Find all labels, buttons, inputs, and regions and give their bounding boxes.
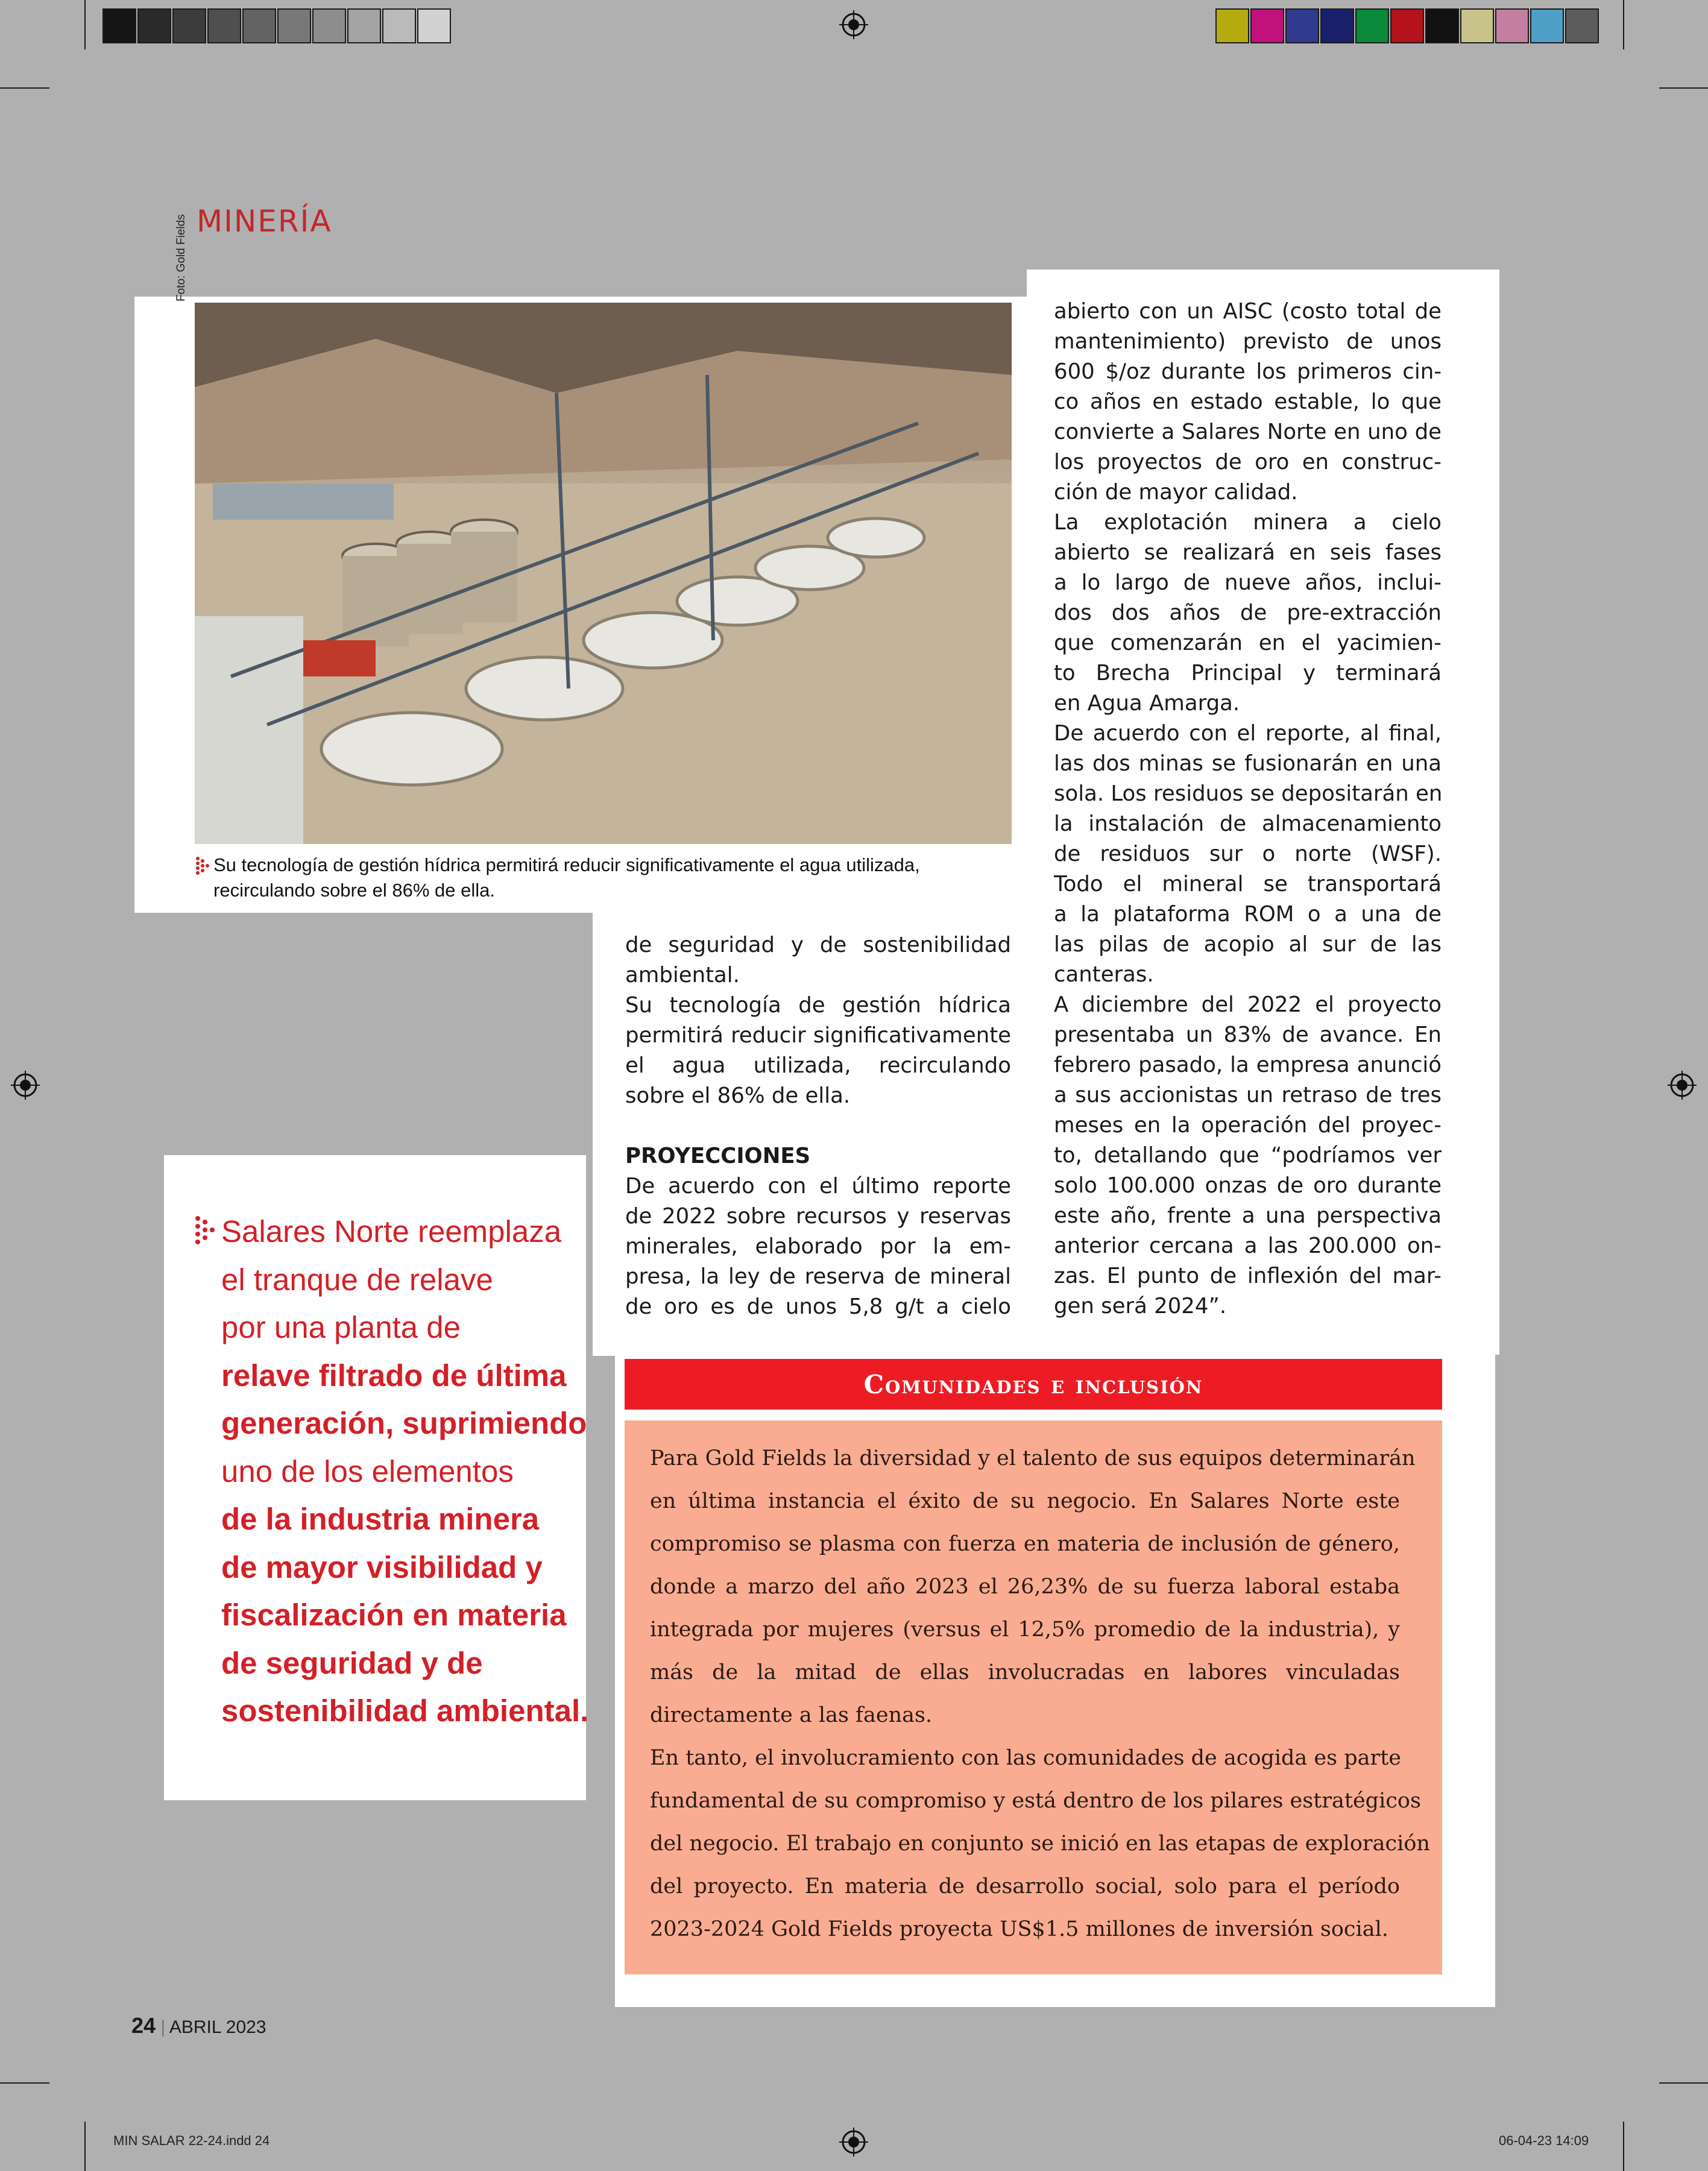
quote-line: sostenibilidad ambiental. (221, 1694, 589, 1728)
color-swatch (1530, 8, 1564, 43)
box-text-line: compromiso se plasma con fuerza en materia de inclusión de género, (650, 1532, 1400, 1556)
photo-credit: Foto: Gold Fields (175, 214, 188, 301)
text-line: de seguridad y de sostenibilidad (625, 933, 1011, 957)
quote-line: por una planta de (221, 1310, 461, 1344)
box-text-line: donde a marzo del año 2023 el 26,23% de su fuerza laboral estaba (650, 1575, 1400, 1599)
caption-line: Su tecnología de gestión hídrica permitirá reducir significativamente el agua utilizada, (213, 854, 920, 875)
text-line: de 2022 sobre recursos y reservas (625, 1204, 1011, 1229)
text-line: solo 100.000 onzas de oro durante (1054, 1173, 1442, 1198)
crop-mark (84, 2122, 86, 2171)
text-line: las dos minas se fusionarán en una (1054, 751, 1442, 776)
color-swatch (207, 8, 241, 43)
box-text-line: del negocio. El trabajo en conjunto se inició en las etapas de exploración (650, 1832, 1430, 1856)
crop-mark (1623, 2122, 1624, 2171)
quote-line: el tranque de relave (221, 1262, 493, 1297)
text-line: convierte a Salares Norte en uno de (1054, 420, 1442, 444)
text-line: La explotación minera a cielo (1054, 510, 1442, 535)
color-swatch (102, 8, 136, 43)
box-text-line: del proyecto. En materia de desarrollo social, solo para el período (650, 1874, 1400, 1898)
section-title: MINERÍA (197, 204, 332, 239)
quote-line: de la industria minera (221, 1502, 540, 1536)
sidebar-box-title: Comunidades e inclusión (625, 1359, 1442, 1410)
crop-mark (1623, 0, 1624, 49)
process-color-bar (1215, 8, 1600, 43)
color-swatch (312, 8, 346, 43)
quote-line: uno de los elementos (221, 1454, 514, 1489)
text-line: este año, frente a una perspectiva (1054, 1203, 1442, 1228)
color-swatch (277, 8, 311, 43)
text-line: 600 $/oz durante los primeros cin- (1054, 359, 1442, 384)
quote-line: fiscalización en materia (221, 1598, 567, 1632)
quote-line: generación, suprimiendo (221, 1406, 587, 1440)
text-line: sobre el 86% de ella. (625, 1083, 851, 1108)
text-line: to, detallando que “podríamos ver (1054, 1143, 1442, 1168)
text-line: mantenimiento) previsto de unos (1054, 329, 1442, 354)
text-line: Todo el mineral se transportará (1054, 872, 1442, 896)
folio-separator: | (160, 2017, 166, 2037)
text-line: el agua utilizada, recirculando (625, 1053, 1011, 1078)
registration-mark-icon (839, 10, 868, 39)
crop-mark (1659, 87, 1708, 89)
caption-line: recirculando sobre el 86% de ella. (213, 880, 495, 901)
text-line: meses en la operación del proyec- (1054, 1113, 1442, 1138)
box-text-line: Para Gold Fields la diversidad y el talento de sus equipos determinarán (650, 1446, 1416, 1470)
text-line: en Agua Amarga. (1054, 691, 1240, 716)
text-line: a lo largo de nueve años, inclui- (1054, 570, 1442, 595)
crop-mark (1659, 2082, 1708, 2084)
text-line: canteras. (1054, 962, 1154, 987)
box-text-line: En tanto, el involucramiento con las comunidades de acogida es parte (650, 1746, 1401, 1770)
color-swatch (1285, 8, 1319, 43)
color-swatch (1320, 8, 1354, 43)
text-line: a sus accionistas un retraso de tres (1054, 1083, 1442, 1108)
box-text-line: en última instancia el éxito de su negocio. En Salares Norte este (650, 1489, 1400, 1513)
text-line: sola. Los residuos se depositarán en (1054, 781, 1443, 806)
text-line: febrero pasado, la empresa anunció (1054, 1053, 1442, 1077)
box-text-line: 2023-2024 Gold Fields proyecta US$1.5 millones de inversión social. (650, 1917, 1388, 1941)
color-swatch (1355, 8, 1389, 43)
text-line: permitirá reducir significativamente (625, 1023, 1011, 1048)
pull-quote (221, 1208, 589, 1735)
text-line: to Brecha Principal y terminará (1054, 661, 1442, 685)
box-text-line: directamente a las faenas. (650, 1703, 933, 1727)
color-swatch (382, 8, 416, 43)
text-line: ción de mayor calidad. (1054, 480, 1298, 505)
mine-plant-photo (195, 303, 1012, 844)
caption-bullet-icon (195, 856, 211, 875)
text-line: De acuerdo con el reporte, al final, (1054, 721, 1442, 746)
quote-line: de seguridad y de (221, 1645, 483, 1680)
color-swatch (172, 8, 206, 43)
text-line: gen será 2024”. (1054, 1294, 1227, 1319)
color-swatch (1495, 8, 1529, 43)
color-swatch (1425, 8, 1459, 43)
registration-mark-icon (1668, 1071, 1697, 1100)
box-text-line: integrada por mujeres (versus el 12,5% promedio de la industria), y (650, 1618, 1400, 1642)
box-text-line: más de la mitad de ellas involucradas en labores vinculadas (650, 1660, 1400, 1684)
slug-date: 06-04-23 14:09 (1499, 2133, 1589, 2148)
text-line: los proyectos de oro en construc- (1054, 450, 1442, 474)
slug-file: MIN SALAR 22-24.indd 24 (113, 2133, 270, 2148)
quote-bullet-icon (195, 1215, 219, 1247)
color-swatch (1460, 8, 1494, 43)
text-line: la instalación de almacenamiento (1054, 811, 1442, 836)
color-swatch (1250, 8, 1284, 43)
crop-mark (84, 0, 86, 49)
text-line: presentaba un 83% de avance. En (1054, 1022, 1442, 1047)
text-line: anterior cercana a las 200.000 on- (1054, 1234, 1442, 1258)
crop-mark (0, 2082, 49, 2084)
crop-mark (0, 87, 49, 89)
text-line: abierto con un AISC (costo total de (1054, 299, 1442, 324)
color-swatch (1390, 8, 1424, 43)
issue-date: ABRIL 2023 (169, 2017, 266, 2037)
photo-panel (134, 297, 1027, 913)
text-line: de residuos sur o norte (WSF). (1054, 842, 1442, 866)
text-line: co años en estado estable, lo que (1054, 389, 1442, 414)
quote-line: relave filtrado de última (221, 1358, 567, 1393)
color-swatch (242, 8, 276, 43)
text-line: abierto se realizará en seis fases (1054, 540, 1442, 565)
text-line: Su tecnología de gestión hídrica (625, 993, 1011, 1018)
text-line: De acuerdo con el último reporte (625, 1174, 1011, 1199)
box-text-line: fundamental de su compromiso y está dentro de los pilares estratégicos (650, 1789, 1421, 1813)
page-number: 24 (131, 2013, 156, 2038)
sidebar-box-text (650, 1437, 1430, 1951)
registration-mark-icon (11, 1071, 40, 1100)
gray-color-bar (102, 8, 452, 43)
text-line: A diciembre del 2022 el proyecto (1054, 992, 1442, 1017)
text-line: presa, la ley de reserva de mineral (625, 1264, 1011, 1289)
text-line: ambiental. (625, 963, 740, 988)
mine-plant-illustration (195, 303, 1012, 844)
photo-caption (213, 852, 1021, 903)
quote-line: Salares Norte reemplaza (221, 1214, 562, 1249)
text-line: que comenzarán en el yacimien- (1054, 631, 1442, 655)
text-line: zas. El punto de inflexión del mar- (1054, 1264, 1442, 1288)
color-swatch (1215, 8, 1249, 43)
folio (131, 2013, 266, 2038)
color-swatch (347, 8, 381, 43)
color-swatch (417, 8, 451, 43)
text-line: de oro es de unos 5,8 g/t a cielo (625, 1294, 1011, 1319)
registration-mark-icon (839, 2128, 868, 2157)
color-swatch (137, 8, 171, 43)
right-column (1054, 297, 1442, 1322)
middle-column (625, 930, 1011, 1322)
quote-line: de mayor visibilidad y (221, 1549, 543, 1584)
text-line: minerales, elaborado por la em- (625, 1234, 1011, 1259)
text-line: dos dos años de pre-extracción (1054, 600, 1442, 625)
color-swatch (1565, 8, 1599, 43)
text-line: a la plataforma ROM o a una de (1054, 902, 1442, 927)
text-line: las pilas de acopio al sur de las (1054, 932, 1442, 957)
section-heading-proyecciones: PROYECCIONES (625, 1144, 811, 1168)
